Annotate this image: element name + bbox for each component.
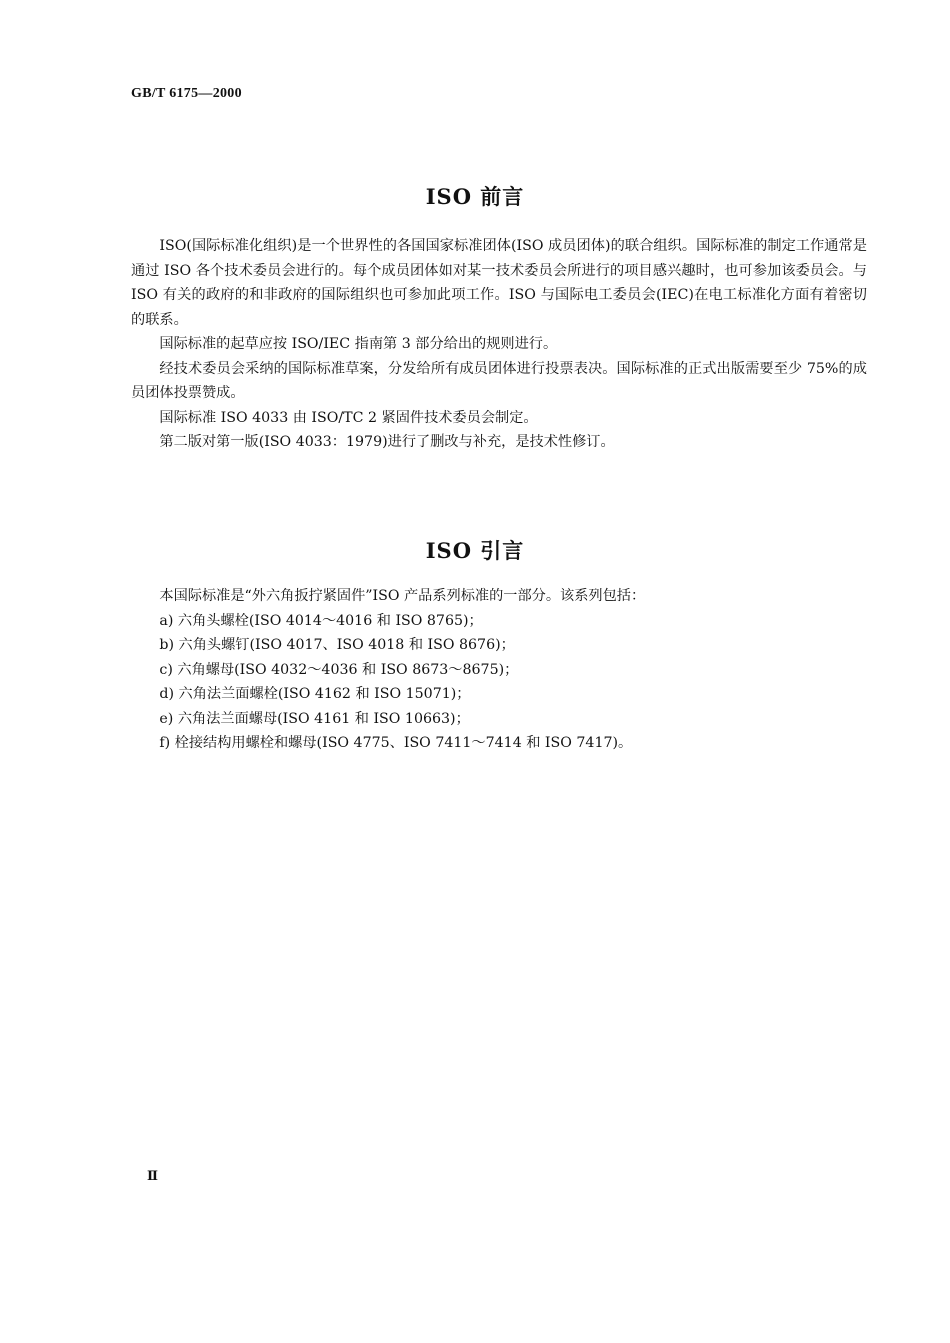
foreword-paragraph: 经技术委员会采纳的国际标准草案，分发给所有成员团体进行投票表决。国际标准的正式出版需要至少 75%的成员团体投票赞成。 (131, 360, 867, 401)
foreword-paragraph: 国际标准的起草应按 ISO/IEC 指南第 3 部分给出的规则进行。 (159, 336, 558, 352)
list-item: c) 六角螺母(ISO 4032～4036 和 ISO 8673～8675)； (159, 661, 519, 678)
list-item: e) 六角法兰面螺母(ISO 4161 和 ISO 10663)； (159, 710, 470, 727)
list-item: d) 六角法兰面螺栓(ISO 4162 和 ISO 15071)； (159, 686, 471, 702)
page-number: Ⅱ (147, 1169, 158, 1184)
standard-code: GB/T 6175—2000 (131, 86, 242, 101)
foreword-paragraph: 国际标准 ISO 4033 由 ISO/TC 2 紧固件技术委员会制定。 (159, 409, 538, 426)
foreword-paragraph: 第二版对第一版(ISO 4033：1979)进行了删改与补充，是技术性修订。 (159, 434, 615, 450)
list-item: f) 栓接结构用螺栓和螺母(ISO 4775、ISO 7411～7414 和 ISO 7417)。 (159, 735, 633, 751)
introduction-title: ISO 引言 (425, 538, 525, 563)
foreword-body (131, 234, 867, 455)
list-item: b) 六角头螺钉(ISO 4017、ISO 4018 和 ISO 8676)； (159, 637, 515, 653)
foreword-paragraph: ISO(国际标准化组织)是一个世界性的各国国家标准团体(ISO 成员团体)的联合组织。国际标准的制定工作通常是通过 ISO 各个技术委员会进行的。每个成员团体如对某一技术委员会所进行的项目感兴趣时，也可参加该委员会。与 ISO 有关的政府的和非政府的国际组织也可参加此项工作。ISO 与国际电工委员会(IEC)在电工标准化方面有着密切的联系。 (131, 238, 867, 328)
introduction-body (131, 584, 867, 756)
list-item: a) 六角头螺栓(ISO 4014～4016 和 ISO 8765)； (159, 612, 483, 629)
introduction-lead: 本国际标准是“外六角扳拧紧固件”ISO 产品系列标准的一部分。该系列包括： (159, 588, 646, 604)
foreword-title: ISO 前言 (425, 184, 525, 209)
